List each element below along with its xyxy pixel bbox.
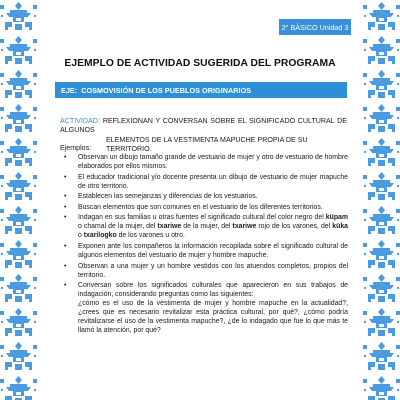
activity-line-1: REFLEXIONAN Y CONVERSAN SOBRE EL SIGNIFICADO CULTURAL DE ALGUNOS bbox=[60, 117, 347, 135]
list-item: • Exponen ante los compañeros la información recopilada sobre el significado cultural de algunos elementos del vestuario de mujer y hombre mapuche. bbox=[64, 243, 348, 261]
eje-text: COSMOVISIÓN DE LOS PUEBLOS ORIGINARIOS bbox=[81, 85, 252, 95]
eje-bar bbox=[55, 82, 347, 98]
guiding-questions: ¿cómo es el uso de la vestimenta de mujer y hombre mapuche en la actualidad?, ¿crees que es necesario revitalizar esta práctica cultural, por qué?, ¿cómo podría revitalizarse el uso de la vestimenta mapuche?, ¿de lo indagado que fue lo que más te llamó la atención, por qué? bbox=[78, 300, 348, 334]
page-title: EJEMPLO DE ACTIVIDAD SUGERIDA DEL PROGRAMA bbox=[64, 58, 336, 69]
unit-tab: 2° BÁSICO Unidad 3 bbox=[279, 19, 351, 35]
mapuche-pattern-left bbox=[0, 0, 37, 400]
list-item: • Observan un dibujo tamaño grande de vestuario de mujer y otro de vestuario de hombre elaborados por ellos mismos. bbox=[64, 154, 348, 172]
list-item: • El educador tradicional y/o docente presenta un dibujo de vestuario de mujer mapuche de otro territorio. bbox=[64, 174, 348, 192]
term-txariwe-2: txariwe bbox=[232, 223, 257, 231]
activity-line-2: ELEMENTOS DE LA VESTIMENTA MAPUCHE PROPIA DE SU TERRITORIO. bbox=[106, 135, 308, 153]
eje-label: EJE: bbox=[61, 85, 78, 95]
left-decorative-border bbox=[0, 0, 37, 400]
term-txarilogko: txarilogko bbox=[83, 232, 117, 240]
activity-label: ACTIVIDAD: bbox=[60, 117, 100, 125]
examples-label: Ejemplos: bbox=[60, 144, 92, 152]
right-decorative-border bbox=[363, 0, 400, 400]
list-item: • Observan a una mujer y un hombre vestidos con los atuendos completos, propios del territorio. bbox=[64, 263, 348, 281]
list-item: • Buscan elementos que son comunes en el vestuario de los diferentes territorios. bbox=[64, 204, 348, 213]
mapuche-pattern-right bbox=[363, 0, 400, 400]
term-kupam: küpam bbox=[325, 214, 348, 222]
term-kuka: küka bbox=[332, 223, 348, 231]
examples-list bbox=[64, 154, 348, 336]
activity-statement bbox=[60, 117, 347, 154]
term-txariwe: txariwe bbox=[157, 223, 182, 231]
list-item: • Conversan sobre los significados culturales que aparecieron en sus trabajos de indagación, considerando preguntas como las siguientes: ¿cómo es el uso de la vestimenta de mujer y hombre mapuche en la actualidad?, ¿crees que es necesario revitalizar esta práctica cultural, por qué?, ¿cómo podría revitalizarse el uso de la vestimenta mapuche?, ¿de lo indagado que fue lo que más te llamó la atención, por qué? bbox=[64, 282, 348, 336]
list-item: • Indagan en sus familias u otras fuentes el significado cultural del color negro del küpam o chamal de la mujer, del txariwe de la mujer, del txariwe rojo de los varones, del küka o txarilogko de los varones u otro. bbox=[64, 214, 348, 241]
list-item: • Establecen las semejanzas y diferencias de los vestuarios. bbox=[64, 193, 348, 202]
